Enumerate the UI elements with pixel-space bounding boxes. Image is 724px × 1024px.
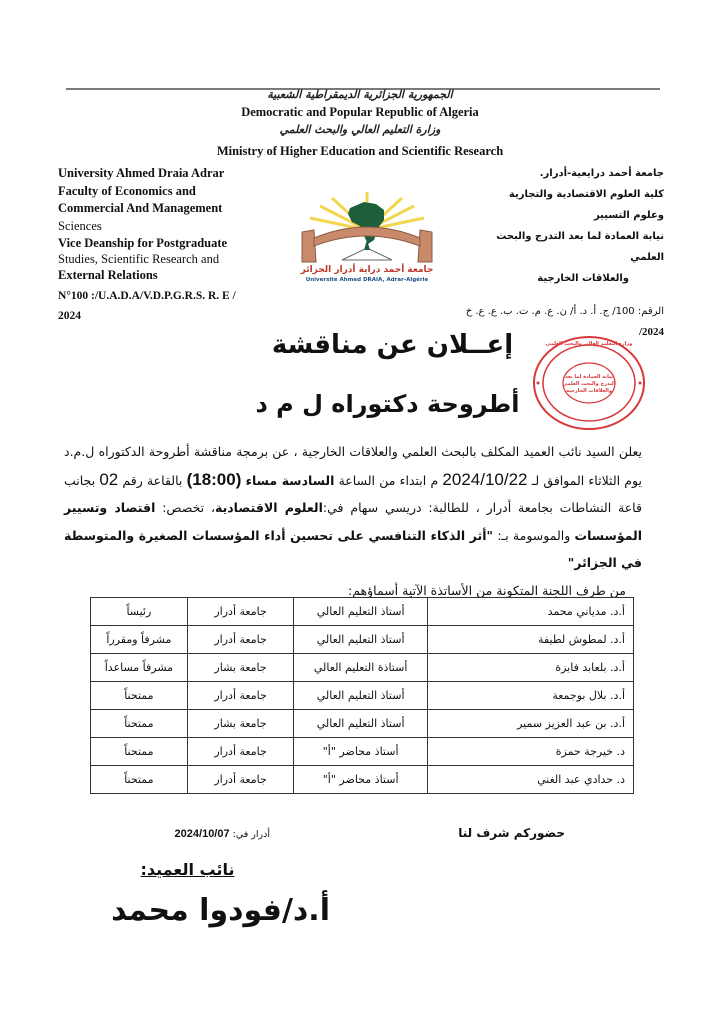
faculty-line-1: Faculty of Economics and	[58, 183, 196, 198]
thesis-title: "أثر الذكاء التنافسي على تحسين أداء المؤسسات الصغيرة والمتوسطة في الجزائر"	[64, 527, 642, 570]
announcement-title: إعــلان عن مناقشة	[271, 330, 514, 360]
stamp-line-2: التدرج والبحث العلمي	[562, 381, 616, 387]
issue-date-label: أدرار في:	[229, 829, 270, 840]
member-name: أ.د. بلعابد فايزة	[427, 654, 633, 682]
table-row	[91, 598, 634, 626]
member-role: ممتحناً	[91, 738, 188, 766]
vice-dean-signature: أ.د/فودوا محمد	[111, 893, 330, 928]
table-row	[91, 626, 634, 654]
table-row	[91, 654, 634, 682]
institution-block-english	[58, 165, 273, 326]
vice-deanship-ar-line-2: والعلاقات الخارجية	[537, 273, 629, 284]
reference-year-ar: 2024/	[638, 326, 664, 338]
body-text-3: بالقاعة رقم	[118, 472, 187, 488]
member-rank: أستاذ التعليم العالي	[294, 626, 428, 654]
member-name: د. حدادي عبد الغني	[427, 766, 633, 794]
member-university: جامعة بشار	[187, 654, 294, 682]
faculty-ar-line-2: وعلوم التسيير	[593, 210, 664, 221]
republic-arabic: الجمهورية الجزائرية الديمقراطية الشعبية	[267, 88, 453, 101]
member-rank: أستاذ التعليم العالي	[294, 682, 428, 710]
institution-block-arabic	[464, 163, 664, 343]
body-text-6: ، تخصص:	[155, 500, 215, 515]
member-role: ممتحناً	[91, 682, 188, 710]
ministry-english: Ministry of Higher Education and Scientific Research	[216, 144, 504, 158]
member-rank: أستاذ التعليم العالي	[294, 710, 428, 738]
defense-time-text: السادسة مساء	[245, 472, 335, 488]
body-text-2: م ابتداء من الساعة	[334, 472, 443, 488]
vice-deanship-ar-line-1: نيابة العمادة لما بعد التدرج والبحث العلمي	[496, 231, 664, 263]
member-university: جامعة أدرار	[187, 626, 294, 654]
specialty: اقتصاد وتسيير المؤسسات	[64, 500, 643, 543]
vice-deanship-line-3: External Relations	[58, 267, 158, 282]
reference-line-1: N°100 :/U.A.D.A/V.D.P.G.R.S. R. E /	[58, 289, 236, 302]
reference-line-2: 2024	[58, 309, 81, 322]
faculty-line-2: Commercial And Management	[58, 201, 223, 215]
field-of-study: العلوم الاقتصادية	[214, 500, 323, 515]
member-university: جامعة أدرار	[187, 682, 294, 710]
member-name: أ.د. مدياني محمد	[427, 598, 633, 626]
member-rank: أستاذ التعليم العالي	[294, 598, 428, 626]
body-text-7: والموسومة بـ:	[493, 527, 575, 543]
member-name: أ.د. لمطوش لطيفة	[427, 626, 633, 654]
stamp-line-3: والعلاقات الخارجية	[566, 388, 612, 394]
member-role: ممتحناً	[91, 710, 188, 738]
defense-time: (18:00)	[186, 469, 242, 489]
body-text-1: يعلن السيد نائب العميد المكلف بالبحث العلمي والعلاقات الخارجية ، عن برمجة مناقشة أطروحة الدكتوراه ل.م.د يوم الثلاثاء الموافق لـ	[64, 444, 642, 488]
announcement-subtitle: أطروحة دكتوراه ل م د	[255, 390, 520, 418]
stamp-icon	[530, 333, 648, 433]
logo-caption-english: Université Ahmed DRAIA, Adrar-Algérie	[305, 277, 429, 283]
university-name-en: University Ahmed Draia Adrar	[58, 166, 225, 180]
issue-date-value: 2024/10/07	[174, 828, 230, 840]
member-name: أ.د. بلال بوجمعة	[427, 682, 633, 710]
announcement-body	[64, 438, 642, 604]
member-name: أ.د. بن عبد العزيز سمير	[427, 710, 633, 738]
member-rank: أستاذ محاضر "أ"	[294, 738, 428, 766]
university-name-ar: جامعة أحمد درايعية-أدرار.	[539, 168, 664, 179]
body-text-4: بجانب قاعة النشاطات بجامعة أدرار ، للطالبة:	[64, 472, 642, 515]
table-row	[91, 682, 634, 710]
reference-number-en	[58, 286, 273, 326]
table-row	[91, 738, 634, 766]
member-rank: أستاذ محاضر "أ"	[294, 766, 428, 794]
vice-deanship-line-2: Studies, Scientific Research and	[58, 251, 220, 266]
stamp-outer-text: وزارة التعليم العالي والبحث العلمي	[545, 341, 633, 347]
member-university: جامعة أدرار	[187, 766, 294, 794]
defense-date: 2024/10/22	[442, 469, 528, 489]
member-university: جامعة أدرار	[187, 598, 294, 626]
member-role: مشرفاً ومقرراً	[91, 626, 188, 654]
honor-note: حضوركم شرف لنا	[458, 826, 565, 840]
member-name: د. خيرجة حمزة	[427, 738, 633, 766]
member-role: ممتحناً	[91, 766, 188, 794]
member-role: رئيساً	[91, 598, 188, 626]
issue-date	[160, 828, 270, 840]
vice-dean-label: نائب العميد:	[140, 860, 235, 879]
vice-deanship-line-1: Vice Deanship for Postgraduate	[58, 236, 228, 250]
committee-table	[90, 597, 634, 794]
logo-caption-arabic: جامعة أحمد دراية أدرار الجزائر	[300, 265, 434, 275]
faculty-ar-line-1: كلية العلوم الاقتصادية والتجارية	[508, 189, 664, 200]
faculty-line-3: Sciences	[58, 218, 102, 233]
member-rank: أستاذة التعليم العالي	[294, 654, 428, 682]
official-stamp	[530, 333, 648, 433]
member-university: جامعة أدرار	[187, 738, 294, 766]
republic-english: Democratic and Popular Republic of Algeria	[241, 105, 479, 119]
ministry-arabic: وزارة التعليم العالي والبحث العلمي	[279, 123, 441, 136]
room-number: 02	[99, 469, 119, 489]
member-role: مشرفاً مساعداً	[91, 654, 188, 682]
committee-intro: من طرف اللجنة المتكونة من الأساتذة الآتية أسماؤهم:	[348, 582, 626, 598]
logo-emblem-icon	[292, 190, 442, 285]
stamp-line-1: نيابة العمادة لما بعد	[565, 374, 613, 380]
reference-number-ar: الرقم: 100/ ج. أ. د. أ/ ن. ع. م. ت. ب. ع. ع. خ	[465, 306, 664, 317]
university-logo	[292, 190, 442, 285]
member-university: جامعة بشار	[187, 710, 294, 738]
table-row	[91, 766, 634, 794]
table-row	[91, 710, 634, 738]
student-name: دريسي سهام	[350, 500, 422, 515]
body-text-5: في:	[322, 500, 351, 515]
